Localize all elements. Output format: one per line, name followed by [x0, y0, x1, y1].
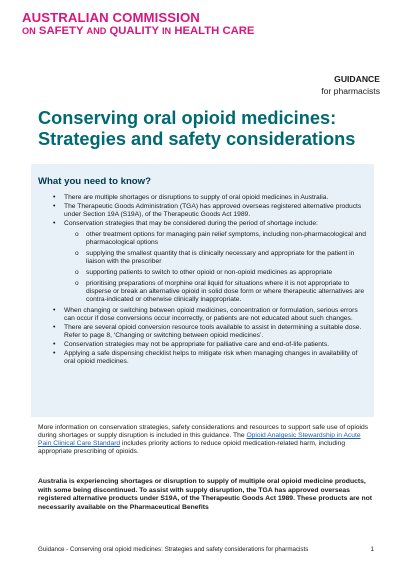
sub-list-item: o prioritising preparations of morphine oral liquid for situations where it is not appropriate to disperse or break an alternative opioid in solid dose form or where therapeutic alternatives are contra-indicated or otherwise clinically inappropriate.	[64, 280, 369, 304]
sub-list-item: o other treatment options for managing pain relief symptoms, including non-pharmacological and pharmacological options	[64, 231, 369, 247]
shortage-paragraph: Australia is experiencing shortages or disruption to supply of multiple oral opioid medicine products, with some being discontinued. To assist with supply disruption, the TGA has approved overseas registered alternative products under S19A, of the Therapeutic Goods Act 1989. These products are not necessarily available on the Pharmaceutical Benefits	[38, 478, 373, 511]
list-item: • Applying a safe dispensing checklist helps to mitigate risk when managing changes in availability of oral opioid medicines.	[31, 350, 369, 366]
list-item: • When changing or switching between opioid medicines, concentration or formulation, serious errors can occur if dose conversions occur incorrectly, or patients are not educated about such changes.	[31, 307, 369, 323]
key-points-heading: What you need to know?	[38, 176, 151, 187]
list-item: • The Therapeutic Goods Administration (TGA) has approved overseas registered alternative products under Section 19A (S19A), of the Therapeutic Goods Act 1989.	[31, 203, 369, 219]
logo-word-health-care: HEALTH CARE	[174, 25, 255, 37]
title-line-1: Conserving oral opioid medicines:	[38, 108, 337, 128]
footer-text: Guidance - Conserving oral opioid medicines: Strategies and safety considerations for pharmacists	[38, 546, 309, 553]
sub-list	[64, 231, 369, 304]
sub-list-item: o supporting patients to switch to other opioid or non-opioid medicines as appropriate	[64, 269, 369, 277]
key-points-list	[31, 194, 369, 367]
list-item: • There are multiple shortages or disruptions to supply of oral opioid medicines in Australia.	[31, 194, 369, 202]
logo-word-and: AND	[86, 26, 107, 36]
clinical-care-standard-link[interactable]: Opioid Analgesic Stewardship in Acute Pain Clinical Care Standard	[38, 432, 361, 448]
page-number: 1	[370, 546, 374, 553]
more-info-text-end: includes priority actions to reduce opioid medication-related harm, including appropriate prescribing of opioids.	[38, 440, 346, 456]
list-item: • There are several opioid conversion resource tools available to assist in determining a suitable dose. Refer to page 8, ‘Changing or switching between opioid medicines’.	[31, 324, 369, 340]
logo-word-quality: QUALITY	[109, 25, 159, 37]
commission-logo	[22, 11, 254, 38]
title-line-2: Strategies and safety considerations	[38, 129, 356, 149]
sub-list-item: o supplying the smallest quantity that is clinically necessary and appropriate for the patient in liaison with the prescriber	[64, 250, 369, 266]
more-information-paragraph	[38, 424, 374, 456]
logo-line-1: AUSTRALIAN COMMISSION	[22, 10, 200, 25]
logo-line-2	[22, 25, 254, 38]
logo-word-in: IN	[162, 26, 172, 36]
key-points-box	[31, 164, 374, 417]
logo-word-on: ON	[22, 26, 36, 36]
page-footer	[38, 546, 374, 553]
page-title	[38, 108, 378, 150]
list-item-text: Conservation strategies that may be considered during the period of shortage include:	[64, 220, 318, 227]
logo-word-safety: SAFETY	[38, 25, 84, 37]
list-item	[31, 220, 369, 304]
guidance-label	[321, 73, 380, 97]
guidance-type: GUIDANCE	[334, 74, 380, 84]
guidance-audience: for pharmacists	[321, 86, 380, 96]
list-item: • Conservation strategies may not be appropriate for palliative care and end-of-life patients.	[31, 341, 369, 349]
more-info-text: More information on conservation strategies, safety considerations and resources to support safe use of opioids during shortages or supply disruption is included in this guidance. The	[38, 424, 369, 440]
